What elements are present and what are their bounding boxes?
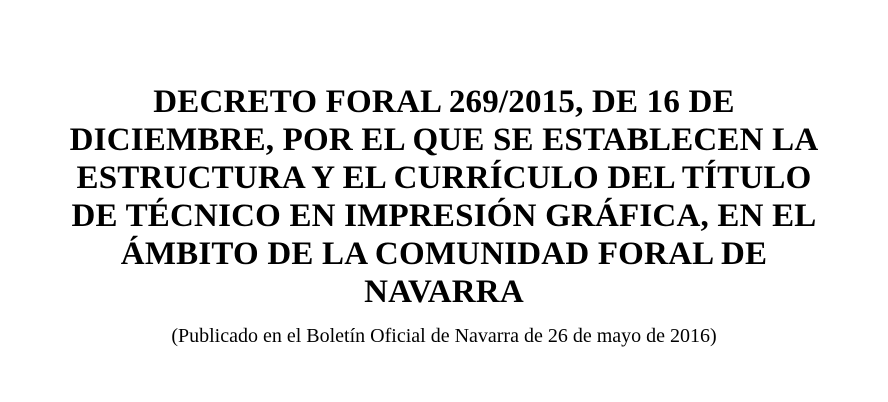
title-line: ESTRUCTURA Y EL CURRÍCULO DEL TÍTULO: [76, 160, 812, 196]
title-line: DICIEMBRE, POR EL QUE SE ESTABLECEN LA: [69, 122, 819, 158]
title-line: DECRETO FORAL 269/2015, DE 16 DE: [153, 84, 735, 120]
document-title: [49, 0, 839, 311]
title-line: ÁMBITO DE LA COMUNIDAD FORAL DE: [120, 236, 768, 272]
title-line: DE TÉCNICO EN IMPRESIÓN GRÁFICA, EN EL: [71, 198, 817, 234]
publication-note: (Publicado en el Boletín Oficial de Navarra de 26 de mayo de 2016): [171, 325, 717, 347]
title-line: NAVARRA: [364, 274, 524, 310]
